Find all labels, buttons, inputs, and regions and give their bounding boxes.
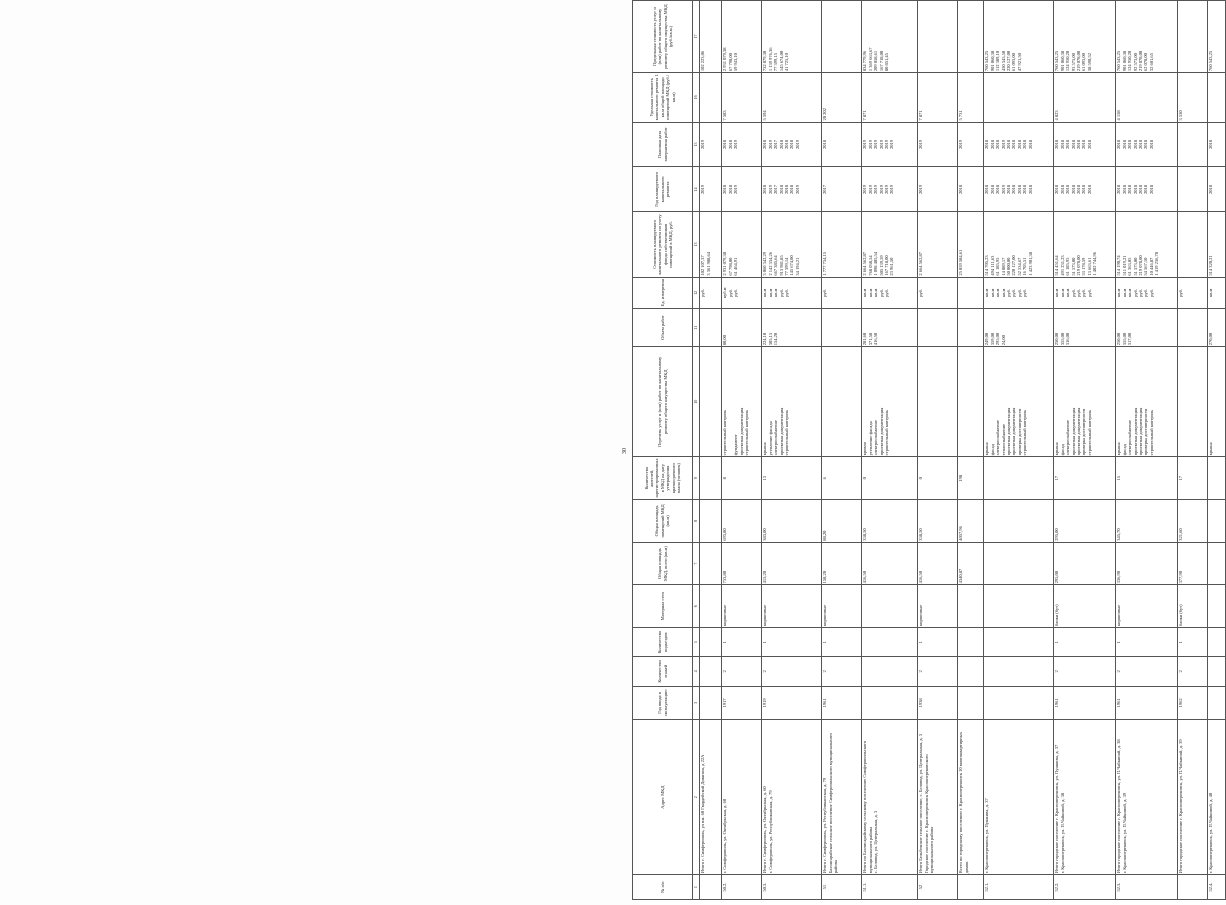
cell-unit-cost: 3 530 xyxy=(1177,73,1207,122)
table-row xyxy=(821,1,861,900)
cell-entrances: 1 xyxy=(1115,628,1177,657)
cell-entrances: 1 xyxy=(821,628,861,657)
table-row xyxy=(1115,1,1177,900)
cell-entrances: 1 xyxy=(1053,628,1115,657)
repair-plan-table xyxy=(632,0,1226,900)
cell-works: крыша фасад электроснабжение проектная документация проектная документация проверка достоверности строительный контроль xyxy=(1115,347,1177,457)
cell-entrances: 1 xyxy=(917,628,957,657)
cell-unit-cost xyxy=(1207,73,1225,122)
cell-residents: 6 xyxy=(821,457,861,500)
cell-limit-cost xyxy=(957,1,983,73)
column-number: 12 xyxy=(693,277,700,308)
cell-works xyxy=(821,347,861,457)
column-header: Год ввода в эксплуатацию xyxy=(633,686,693,720)
cell-address: г. Красноперекопск, ул. П.Чайкиной, д. 40 xyxy=(1207,720,1225,875)
cell-year xyxy=(861,686,917,720)
cell-walls xyxy=(1207,585,1225,628)
cell-end-date: 2019 xyxy=(917,122,957,167)
cell-address: Итого г. Симферополь, ул. Республиканская, д. 79 Бахчисарайское сельское поселение Симферопольского муниципального района xyxy=(821,720,861,875)
cell-residents: 8 xyxy=(721,457,761,500)
cell-residents: 13 xyxy=(761,457,821,500)
cell-unit-cost: 7 583 xyxy=(721,73,761,122)
cell-works xyxy=(1177,347,1207,457)
cell-walls: кирпичные xyxy=(761,585,821,628)
cell-total-area: 295,00 xyxy=(1053,542,1115,585)
cell-entrances xyxy=(983,628,1053,657)
cell-unit: куб.м руб. руб. xyxy=(721,277,761,308)
cell-floors: 2 xyxy=(1053,657,1115,686)
cell-year: 1938 xyxy=(917,686,957,720)
cell-entrances: 1 xyxy=(721,628,761,657)
cell-year: 1961 xyxy=(1115,686,1177,720)
cell-floors: 2 xyxy=(917,657,957,686)
cell-no: 52.1. xyxy=(983,875,1053,900)
cell-cost: 102 107,37 3 361 988,64 xyxy=(699,212,721,277)
table-row xyxy=(957,1,983,900)
cell-cost: 3 060 342,29 2 142 334,26 667 385,64 913 981,85 77 399,14 145 674,00 34 194,21 xyxy=(761,212,821,277)
cell-limit-cost: 102 223,06 xyxy=(699,1,721,73)
cell-unit: кв.м кв.м кв.м руб. руб. xyxy=(861,277,917,308)
cell-limit-cost xyxy=(1177,1,1207,73)
cell-floors: 2 xyxy=(1177,657,1207,686)
column-header: Количество подъездов xyxy=(633,628,693,657)
cell-year xyxy=(1207,686,1225,720)
cell-cr-year: 2018 2018 2018 2018 2018 2018 2018 xyxy=(1115,167,1177,212)
cell-limit-cost xyxy=(917,1,957,73)
cell-volume: 250,00 355,00 316,00 xyxy=(1053,309,1115,347)
cell-total-area: 416,50 xyxy=(861,542,917,585)
cell-address: Итого городское поселение г. Красноперекопск, ул. П.Чайкиной, д. 39 xyxy=(1177,720,1207,875)
cell-year: 1962 xyxy=(1177,686,1207,720)
column-header: Адрес МКД xyxy=(633,720,693,875)
cell-unit-cost xyxy=(699,73,721,122)
cell-works xyxy=(917,347,957,457)
cell-total-area: 158,20 xyxy=(821,542,861,585)
cell-premises-area xyxy=(1207,500,1225,543)
column-number: 17 xyxy=(693,1,700,73)
cell-limit-cost: 834 779,96 1 369 663,67 209 058,61 167 718,00 80 851,45 xyxy=(861,1,917,73)
cell-cr-year xyxy=(1177,167,1207,212)
cell-residents: 17 xyxy=(1177,457,1207,500)
cell-year xyxy=(699,686,721,720)
cell-residents: 0 xyxy=(917,457,957,500)
cell-end-date: 2018 2018 2018 2018 2018 2018 2018 xyxy=(1053,122,1115,167)
cell-entrances xyxy=(1207,628,1225,657)
cell-total-area: 377,90 xyxy=(1177,542,1207,585)
column-number: 10 xyxy=(693,347,700,457)
cell-no: 50.3. xyxy=(761,875,821,900)
column-number: 9 xyxy=(693,457,700,500)
column-header: Общая площадь МКД, всего (кв.м) xyxy=(633,542,693,585)
cell-no: 51.1. xyxy=(861,875,917,900)
cell-address: Итого г. Симферополь, ул. Октябрьская, д. 60 г. Симферополь, ул. Республиканская, д. 79 xyxy=(761,720,821,875)
cell-works: крыша фасад электроснабжение теплоснабжение проектная документация проектная документация проверка достоверности строительный контроль xyxy=(983,347,1053,457)
column-number: 4 xyxy=(693,657,700,686)
column-header: Плановая дата завершения работ xyxy=(633,122,693,167)
cell-floors xyxy=(861,657,917,686)
cell-end-date: 2018 2018 2018 2019 2018 2018 2018 2018 2018 xyxy=(983,122,1053,167)
cell-limit-cost xyxy=(821,1,861,73)
table-row xyxy=(861,1,917,900)
cell-address: г. Красноперекопск, ул. Пушкина, д. 37 xyxy=(983,720,1053,875)
cell-cost: 2 931 079,38 67 798,00 61 464,91 xyxy=(721,212,761,277)
cell-entrances xyxy=(957,628,983,657)
column-number: 6 xyxy=(693,585,700,628)
cell-volume: 270,00 xyxy=(1207,309,1225,347)
cell-year: 1961 xyxy=(1053,686,1115,720)
column-header: Ед. измерения xyxy=(633,277,693,308)
cell-works: крыша утепление фасада электроснабжение проектная документация строительный контроль xyxy=(761,347,821,457)
cell-residents: 17 xyxy=(1053,457,1115,500)
cell-floors: 2 xyxy=(1115,657,1177,686)
cell-walls xyxy=(983,585,1053,628)
cell-residents xyxy=(699,457,721,500)
cell-walls xyxy=(957,585,983,628)
column-header: Удельная стоимость капитального ремонта 1 кв.м общей площади помещений МКД (руб./кв.м) xyxy=(633,73,693,122)
cell-walls: блоки (бут) xyxy=(1177,585,1207,628)
cell-unit-cost: 4 158 xyxy=(1115,73,1177,122)
cell-floors xyxy=(1207,657,1225,686)
table-row xyxy=(983,1,1053,900)
cell-no: 52.3. xyxy=(1115,875,1177,900)
cell-works: крыша xyxy=(1207,347,1225,457)
column-header: Количество этажей xyxy=(633,657,693,686)
cell-cost: 2 664 562,87 xyxy=(917,212,957,277)
column-header: Перечень услуг и (или) работ по капитальному ремонту общего имущества МКД xyxy=(633,347,693,457)
cell-cr-year: 2018 2018 2019 xyxy=(721,167,761,212)
cell-total-area: 4340,87 xyxy=(957,542,983,585)
cell-works: крыша фасад электроснабжение проектная документация проектная документация проверка достоверности строительный контроль xyxy=(1053,347,1115,457)
cell-unit: руб. xyxy=(699,277,721,308)
column-header: Количество жителей, зарегистрированных в МКД на дату утверждения краткосрочного плана (человек) xyxy=(633,457,693,500)
column-header: Предельная стоимость услуг и (или) работ по капитальному ремонту общего имущества МКД (руб./кв.м.) xyxy=(633,1,693,73)
rotated-table-sheet xyxy=(620,0,1220,900)
cell-volume xyxy=(917,309,957,347)
cell-cost: 514 320,21 xyxy=(1207,212,1225,277)
cell-premises-area: 693,80 xyxy=(721,500,761,543)
cell-unit-cost: 7 871 xyxy=(917,73,957,122)
cell-premises-area: 338,50 xyxy=(917,500,957,543)
cell-no: 51 xyxy=(821,875,861,900)
column-number: 14 xyxy=(693,167,700,212)
cell-unit-cost: 20 202 xyxy=(821,73,861,122)
cell-unit: кв.м кв.м кв.м руб. руб. руб. руб. xyxy=(1115,277,1177,308)
cell-no: 52 xyxy=(917,875,957,900)
table-row xyxy=(761,1,821,900)
cell-volume: 250,00 355,00 317,00 xyxy=(1115,309,1177,347)
cell-walls: кирпичные xyxy=(1115,585,1177,628)
cell-no: 52.2. xyxy=(1053,875,1115,900)
cell-volume: 80,00 xyxy=(721,309,761,347)
cell-address: Итого городское поселение г. Красноперекопск, ул. Пушкина, д. 37 г. Красноперекопск, ул. П.Чайкиной, д. 38 xyxy=(1053,720,1115,875)
cell-cr-year: 2017 xyxy=(821,167,861,212)
cell-cost: 514 705,23 494 111,63 61 185,95 14 089,17 50 000,00 220 127,00 52 534,67 16 705,51 1 423 901,38 xyxy=(983,212,1053,277)
cell-walls: блоки (бут) xyxy=(1053,585,1115,628)
cell-no: 50.2. xyxy=(721,875,761,900)
cell-entrances xyxy=(699,628,721,657)
cell-premises-area xyxy=(699,500,721,543)
cell-address: Всего по городскому поселению г. Красноперекопск 10 многоквартирных домов xyxy=(957,720,983,875)
cell-entrances xyxy=(861,628,917,657)
column-number: 16 xyxy=(693,73,700,122)
cell-cost: 514 451,64 491 231,23 61 185,95 51 573,00 219 078,00 53 178,59 13 663,61 1 402 744,96 xyxy=(1053,212,1115,277)
column-number: 7 xyxy=(693,542,700,585)
cell-address: Итого Бельбекское сельское поселение, с. Беловод, ул. Центральная, д. 3 Городское поселение г. Красноперекопск Красноперекопского муниципального района xyxy=(917,720,957,875)
cell-unit-cost: 4 823 xyxy=(1053,73,1115,122)
header-row xyxy=(633,1,693,900)
cell-floors: 2 xyxy=(721,657,761,686)
cell-address: Итого г. Симферополь, ул им. 60 Гвардейской Дивизии, д 22А xyxy=(699,720,721,875)
column-header: Объем работ xyxy=(633,309,693,347)
cell-residents: 15 xyxy=(1115,457,1177,500)
cell-works: строительный контроль фундамент проектная документация строительный контроль xyxy=(721,347,761,457)
cell-cr-year: 2018 xyxy=(1207,167,1225,212)
cell-walls: кирпичные xyxy=(821,585,861,628)
cell-unit: кв.м xyxy=(1207,277,1225,308)
cell-premises-area: 345,70 xyxy=(1115,500,1177,543)
cell-address: г. Симферополь, ул. Октябрьская, д. 60 xyxy=(721,720,761,875)
cell-limit-cost: 760 543,25 901 060,38 124 950,20 93 573,00 219 078,00 61 093,00 38 590,52 xyxy=(1053,1,1115,73)
cell-cost: 2 664 562,87 768 038,54 1 098 405,54 505 139,59 167 718,00 23 961,50 xyxy=(861,212,917,277)
column-number: 13 xyxy=(693,212,700,277)
column-number: 5 xyxy=(693,628,700,657)
cell-volume: 249,00 359,00 295,00 24,00 xyxy=(983,309,1053,347)
cell-no xyxy=(699,875,721,900)
cell-limit-cost: 760 543,25 901 060,38 124 950,20 92 573,00 219 078,00 62 078,00 32 601,65 xyxy=(1115,1,1177,73)
table-row xyxy=(1177,1,1207,900)
cell-address: Итого по Бахчисарайскому сельскому поселению Симферопольского муниципального района с. Беловод, ул. Центральная, д. 3 xyxy=(861,720,917,875)
table-row xyxy=(1053,1,1115,900)
cell-premises-area: 4057,96 xyxy=(957,500,983,543)
cell-volume xyxy=(699,309,721,347)
cell-cr-year: 2018 2018 2018 2019 2018 2018 2018 2018 2018 xyxy=(983,167,1053,212)
cell-end-date: 2019 xyxy=(699,122,721,167)
cell-end-date xyxy=(1177,122,1207,167)
column-header: Стоимость планируемого капитального ремонта по учету фонда собственников помещений в МКД, руб. xyxy=(633,212,693,277)
cell-unit-cost: 5 594 xyxy=(761,73,821,122)
column-number: 8 xyxy=(693,500,700,543)
cell-unit: руб. xyxy=(917,277,957,308)
cell-year: 1917 xyxy=(721,686,761,720)
cell-address: Итого городское поселение г. Красноперекопск, ул. П.Чайкиной, д. 38 г. Красноперекопск, ул. П.Чайкиной, д. 39 xyxy=(1115,720,1177,875)
cell-end-date: 2018 xyxy=(1207,122,1225,167)
column-header: Общая площадь помещений МКД (кв.м) xyxy=(633,500,693,543)
table-body xyxy=(699,1,1225,900)
cell-limit-cost: 760 543,25 901 060,38 112 389,10 450 345,50 220 127,00 61 093,00 47 921,50 xyxy=(983,1,1053,73)
table-row xyxy=(917,1,957,900)
cell-cr-year: 2019 2019 2019 2019 2019 2019 xyxy=(861,167,917,212)
cell-unit: кв.м кв.м кв.м руб. руб. руб. руб. xyxy=(1053,277,1115,308)
cell-walls xyxy=(861,585,917,628)
cell-unit: кв.м кв.м кв.м кв.м руб. руб. руб. руб. xyxy=(983,277,1053,308)
cell-floors: 2 xyxy=(821,657,861,686)
column-number: 11 xyxy=(693,309,700,347)
column-number-row xyxy=(693,1,700,900)
cell-no: 52.4. xyxy=(1207,875,1225,900)
cell-cr-year: 2018 2019 2017 2018 2018 2018 2019 xyxy=(761,167,821,212)
cell-limit-cost: 2 931 079,38 67 798,00 59 943,10 xyxy=(721,1,761,73)
column-number: 15 xyxy=(693,122,700,167)
cell-total-area: 336,90 xyxy=(1115,542,1177,585)
cell-year: 1961 xyxy=(821,686,861,720)
cell-cr-year: 2019 xyxy=(917,167,957,212)
table-row xyxy=(1207,1,1225,900)
cell-premises-area xyxy=(983,500,1053,543)
cell-residents xyxy=(983,457,1053,500)
cell-cr-year: 2018 2018 2018 2018 2018 2018 2018 xyxy=(1053,167,1115,212)
cell-residents: 0 xyxy=(861,457,917,500)
cell-unit xyxy=(957,277,983,308)
cell-no xyxy=(957,875,983,900)
cell-total-area xyxy=(1207,542,1225,585)
cell-unit: кв.м кв.м кв.м руб. руб. xyxy=(761,277,821,308)
cell-total-area: 733,80 xyxy=(721,542,761,585)
cell-limit-cost: 732 879,30 1 139 976,36 77 399,15 145 674,00 41 725,10 xyxy=(761,1,821,73)
cell-cost: 25 059 584,61 xyxy=(957,212,983,277)
cell-walls xyxy=(699,585,721,628)
cell-premises-area: 338,50 xyxy=(861,500,917,543)
cell-unit: руб. xyxy=(1177,277,1207,308)
column-header: № п/п xyxy=(633,875,693,900)
cell-walls: кирпичные xyxy=(917,585,957,628)
cell-unit: руб. xyxy=(821,277,861,308)
cell-year: 1919 xyxy=(761,686,821,720)
cell-unit-cost: 5 731 xyxy=(957,73,983,122)
cell-end-date: 2019 xyxy=(957,122,983,167)
cell-works xyxy=(957,347,983,457)
cell-cr-year: 2019 xyxy=(699,167,721,212)
column-number: 2 xyxy=(693,720,700,875)
cell-cr-year: 2018 xyxy=(957,167,983,212)
cell-cost: 1 777 734,15 xyxy=(821,212,861,277)
cell-end-date: 2019 2019 2019 2019 2019 2019 xyxy=(861,122,917,167)
cell-premises-area: 88,20 xyxy=(821,500,861,543)
table-row xyxy=(721,1,761,900)
column-header: Материал стен xyxy=(633,585,693,628)
cell-limit-cost: 760 543,25 xyxy=(1207,1,1225,73)
cell-end-date: 2018 2018 2018 2018 2018 2018 2018 xyxy=(1115,122,1177,167)
column-number: 1 xyxy=(693,875,700,900)
cell-end-date: 2018 2018 2019 xyxy=(721,122,761,167)
cell-end-date: 2018 xyxy=(821,122,861,167)
cell-no xyxy=(1177,875,1207,900)
cell-cost xyxy=(1177,212,1207,277)
cell-total-area xyxy=(983,542,1053,585)
cell-premises-area: 383,00 xyxy=(761,500,821,543)
cell-entrances: 1 xyxy=(1177,628,1207,657)
cell-premises-area: 321,60 xyxy=(1177,500,1207,543)
cell-works xyxy=(699,347,721,457)
column-header: Год планируемого капитального ремонта xyxy=(633,167,693,212)
cell-total-area xyxy=(699,542,721,585)
cell-floors xyxy=(957,657,983,686)
column-number: 3 xyxy=(693,686,700,720)
cell-residents xyxy=(1207,457,1225,500)
cell-volume: 224,10 305,15 154,20 xyxy=(761,309,821,347)
cell-year xyxy=(957,686,983,720)
cell-cost: 514 190,74 511 019,21 61 363,05 51 573,00 219 078,00 54 567,10 10 446,87 1 419 236,78 xyxy=(1115,212,1177,277)
cell-total-area: 416,50 xyxy=(917,542,957,585)
cell-year xyxy=(983,686,1053,720)
cell-floors: 2 xyxy=(761,657,821,686)
cell-unit-cost: 7 871 xyxy=(861,73,917,122)
cell-premises-area: 295,00 xyxy=(1053,500,1115,543)
cell-end-date: 2018 2019 2017 2018 2018 2018 2019 xyxy=(761,122,821,167)
cell-works: кровля утепление фасада электроснабжение проектная документация строительный контроль xyxy=(861,347,917,457)
cell-volume: 281,60 371,58 416,50 xyxy=(861,309,917,347)
cell-volume xyxy=(1177,309,1207,347)
cell-unit-cost xyxy=(983,73,1053,122)
cell-floors xyxy=(983,657,1053,686)
cell-volume xyxy=(821,309,861,347)
page-number: 30 xyxy=(622,448,628,454)
table-row xyxy=(699,1,721,900)
cell-walls: кирпичные xyxy=(721,585,761,628)
cell-floors xyxy=(699,657,721,686)
cell-total-area: 415,20 xyxy=(761,542,821,585)
cell-volume xyxy=(957,309,983,347)
cell-entrances: 1 xyxy=(761,628,821,657)
cell-residents: 198 xyxy=(957,457,983,500)
